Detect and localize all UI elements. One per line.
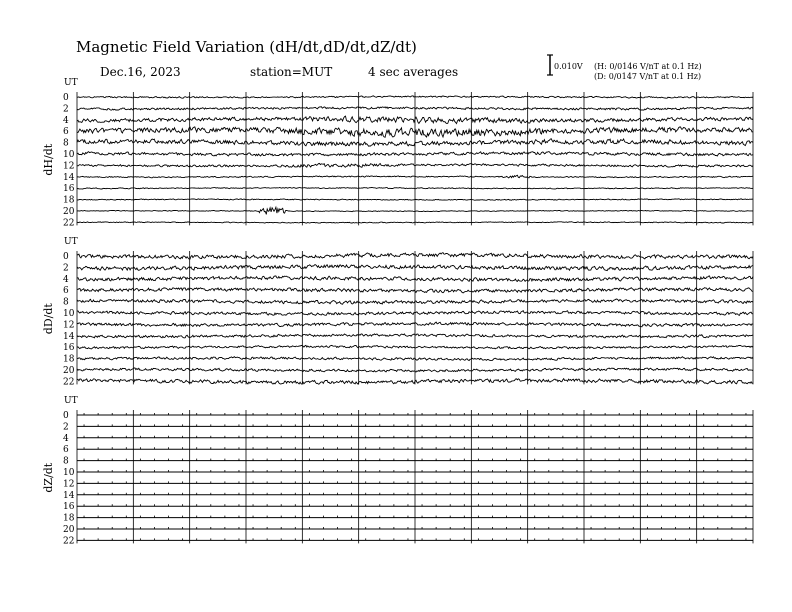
row-hour-label: 6 bbox=[63, 445, 69, 456]
row-hour-label: 10 bbox=[63, 468, 75, 478]
row-hour-label: 4 bbox=[63, 274, 69, 285]
row-hour-label: 20 bbox=[63, 366, 75, 376]
row-hour-label: 18 bbox=[63, 354, 75, 365]
row-hour-label: 2 bbox=[63, 422, 69, 433]
row-hour-label: 0 bbox=[63, 93, 69, 103]
row-hour-label: 10 bbox=[63, 150, 75, 160]
row-hour-label: 2 bbox=[63, 104, 69, 115]
panel-ylabel: dD/dt bbox=[42, 303, 55, 335]
row-hour-label: 16 bbox=[63, 343, 75, 354]
row-hour-label: 16 bbox=[63, 184, 75, 195]
panel-dd-dt bbox=[42, 237, 753, 387]
row-hour-label: 18 bbox=[63, 195, 75, 206]
panel-dz-dt bbox=[42, 396, 753, 546]
row-hour-label: 14 bbox=[63, 490, 75, 501]
row-hour-label: 18 bbox=[63, 513, 75, 524]
row-hour-label: 6 bbox=[63, 286, 69, 297]
row-hour-label: 22 bbox=[63, 218, 75, 229]
ut-axis-label: UT bbox=[64, 237, 78, 247]
row-hour-label: 4 bbox=[63, 115, 69, 126]
scale-value: 0.010V bbox=[554, 62, 583, 71]
row-hour-label: 2 bbox=[63, 263, 69, 274]
panel-dh-dt bbox=[42, 78, 753, 228]
row-hour-label: 14 bbox=[63, 331, 75, 342]
panel-ylabel: dZ/dt bbox=[42, 462, 55, 493]
row-hour-label: 16 bbox=[63, 502, 75, 513]
station-label: station=MUT bbox=[250, 65, 333, 79]
row-hour-label: 22 bbox=[63, 377, 75, 388]
row-hour-label: 0 bbox=[63, 252, 69, 262]
row-hour-label: 0 bbox=[63, 411, 69, 421]
row-hour-label: 20 bbox=[63, 525, 75, 535]
scale-bar bbox=[547, 55, 553, 75]
averaging-label: 4 sec averages bbox=[368, 65, 459, 79]
row-hour-label: 22 bbox=[63, 536, 75, 547]
panel-ylabel: dH/dt bbox=[42, 143, 55, 176]
scale-h-sensitivity: (H: 0/0146 V/nT at 0.1 Hz) bbox=[594, 62, 702, 71]
row-hour-label: 12 bbox=[63, 161, 75, 172]
row-hour-label: 4 bbox=[63, 433, 69, 444]
ut-axis-label: UT bbox=[64, 78, 78, 88]
row-hour-label: 20 bbox=[63, 207, 75, 217]
row-hour-label: 6 bbox=[63, 127, 69, 138]
row-hour-label: 12 bbox=[63, 479, 75, 490]
row-hour-label: 8 bbox=[63, 297, 69, 308]
date-label: Dec.16, 2023 bbox=[100, 65, 181, 79]
row-hour-label: 12 bbox=[63, 320, 75, 331]
row-hour-label: 10 bbox=[63, 309, 75, 319]
row-hour-label: 8 bbox=[63, 138, 69, 149]
scale-d-sensitivity: (D: 0/0147 V/nT at 0.1 Hz) bbox=[594, 72, 702, 81]
row-hour-label: 8 bbox=[63, 456, 69, 467]
ut-axis-label: UT bbox=[64, 396, 78, 406]
row-hour-label: 14 bbox=[63, 172, 75, 183]
chart-title: Magnetic Field Variation (dH/dt,dD/dt,dZ/dt) bbox=[76, 38, 417, 56]
